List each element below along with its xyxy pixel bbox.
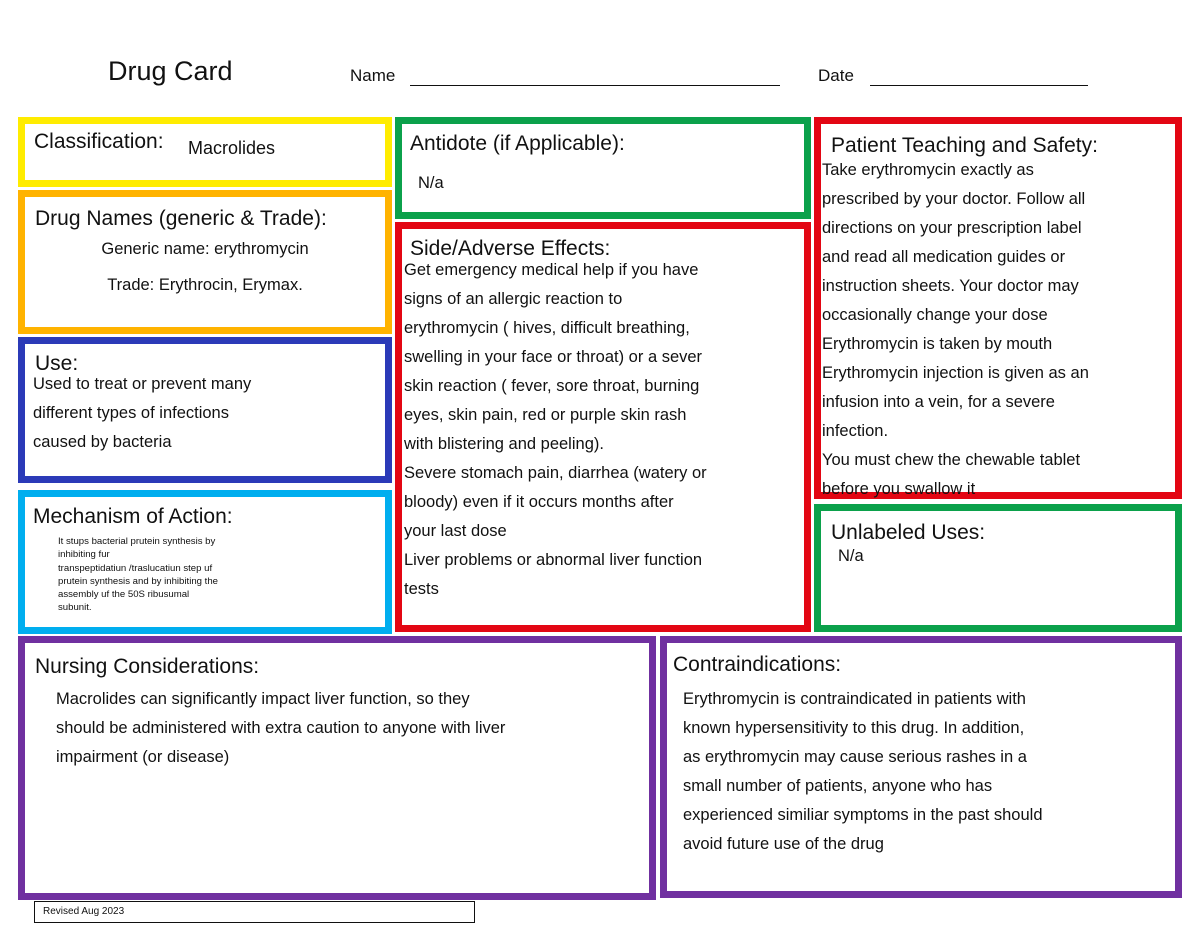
patient-teaching-line: before you swallow it (822, 480, 976, 498)
revised-label: Revised Aug 2023 (43, 906, 125, 917)
contraindications-line: experienced similiar symptoms in the past should (683, 806, 1043, 824)
unlabeled-uses-value: N/a (838, 547, 864, 565)
unlabeled-uses-box (814, 504, 1182, 632)
antidote-heading: Antidote (if Applicable): (410, 132, 625, 155)
nursing-box (18, 636, 656, 900)
revised-box (34, 901, 475, 923)
generic-name: Generic name: erythromycin (101, 240, 309, 258)
contraindications-line: small number of patients, anyone who has (683, 777, 993, 795)
antidote-box (395, 117, 811, 219)
trade-name: Trade: Erythrocin, Erymax. (107, 276, 303, 294)
patient-teaching-line: prescribed by your doctor. Follow all (822, 190, 1086, 208)
patient-teaching-line: Erythromycin is taken by mouth (822, 335, 1053, 353)
side-effects-text (404, 256, 804, 604)
classification-heading: Classification: (34, 130, 164, 153)
page-title: Drug Card (108, 56, 233, 86)
mechanism-text: It stups bacterial prutein synthesis by inhibiting fur transpeptidatiun /traslucatiun step uf prutein synthesis and by inhibiting the assembly uf the 50S ribusumal subunit. (58, 536, 218, 614)
patient-teaching-text (822, 156, 1177, 504)
patient-teaching-line: and read all medication guides or (822, 248, 1066, 266)
use-line: different types of infections (33, 404, 229, 422)
side-effects-line: signs of an allergic reaction to (404, 290, 623, 308)
contraindications-line: Erythromycin is contraindicated in patients with (683, 690, 1026, 708)
use-box (18, 337, 392, 483)
use-heading: Use: (35, 352, 79, 375)
contraindications-heading: Contraindications: (673, 653, 842, 676)
date-label: Date (818, 66, 854, 85)
patient-teaching-line: infusion into a vein, for a severe (822, 393, 1055, 411)
date-field-line[interactable] (870, 85, 1088, 86)
side-effects-line: erythromycin ( hives, difficult breathing, (404, 319, 690, 337)
patient-teaching-line: Take erythromycin exactly as (822, 161, 1034, 179)
drug-names-box (18, 190, 392, 334)
contraindications-line: as erythromycin may cause serious rashes in a (683, 748, 1027, 766)
side-effects-line: skin reaction ( fever, sore throat, burning (404, 377, 700, 395)
name-field-line[interactable] (410, 85, 780, 86)
nursing-line: should be administered with extra caution to anyone with liver (56, 719, 506, 737)
classification-value: Macrolides (188, 138, 276, 158)
side-effects-line: eyes, skin pain, red or purple skin rash (404, 406, 687, 424)
patient-teaching-line: occasionally change your dose (822, 306, 1048, 324)
unlabeled-uses-heading: Unlabeled Uses: (831, 521, 986, 544)
side-effects-line: swelling in your face or throat) or a sever (404, 348, 703, 366)
use-text (33, 370, 383, 457)
side-effects-line: Liver problems or abnormal liver function (404, 551, 703, 569)
use-line: Used to treat or prevent many (33, 375, 252, 393)
side-effects-box (395, 222, 811, 632)
use-line: caused by bacteria (33, 433, 172, 451)
antidote-value: N/a (418, 174, 444, 192)
nursing-heading: Nursing Considerations: (35, 655, 260, 678)
contraindications-box (660, 636, 1182, 898)
side-effects-line: Severe stomach pain, diarrhea (watery or (404, 464, 707, 482)
side-effects-line: bloody) even if it occurs months after (404, 493, 674, 511)
contraindications-text (683, 685, 1173, 859)
side-effects-heading: Side/Adverse Effects: (410, 237, 611, 260)
mechanism-box (18, 490, 392, 634)
patient-teaching-line: You must chew the chewable tablet (822, 451, 1081, 469)
side-effects-line: with blistering and peeling). (404, 435, 604, 453)
patient-teaching-line: directions on your prescription label (822, 219, 1082, 237)
nursing-text (56, 685, 646, 772)
contraindications-line: known hypersensitivity to this drug. In addition, (683, 719, 1025, 737)
patient-teaching-line: instruction sheets. Your doctor may (822, 277, 1079, 295)
patient-teaching-line: infection. (822, 422, 889, 440)
nursing-line: Macrolides can significantly impact liver function, so they (56, 690, 470, 708)
name-label: Name (350, 66, 396, 85)
side-effects-line: Get emergency medical help if you have (404, 261, 699, 279)
classification-box (18, 117, 392, 187)
contraindications-line: avoid future use of the drug (683, 835, 884, 853)
patient-teaching-box (814, 117, 1182, 499)
side-effects-line: your last dose (404, 522, 507, 540)
patient-teaching-line: Erythromycin injection is given as an (822, 364, 1089, 382)
nursing-line: impairment (or disease) (56, 748, 230, 766)
patient-teaching-heading: Patient Teaching and Safety: (831, 134, 1098, 157)
drug-names-heading: Drug Names (generic & Trade): (35, 207, 327, 230)
mechanism-heading: Mechanism of Action: (33, 505, 233, 528)
side-effects-line: tests (404, 580, 439, 598)
